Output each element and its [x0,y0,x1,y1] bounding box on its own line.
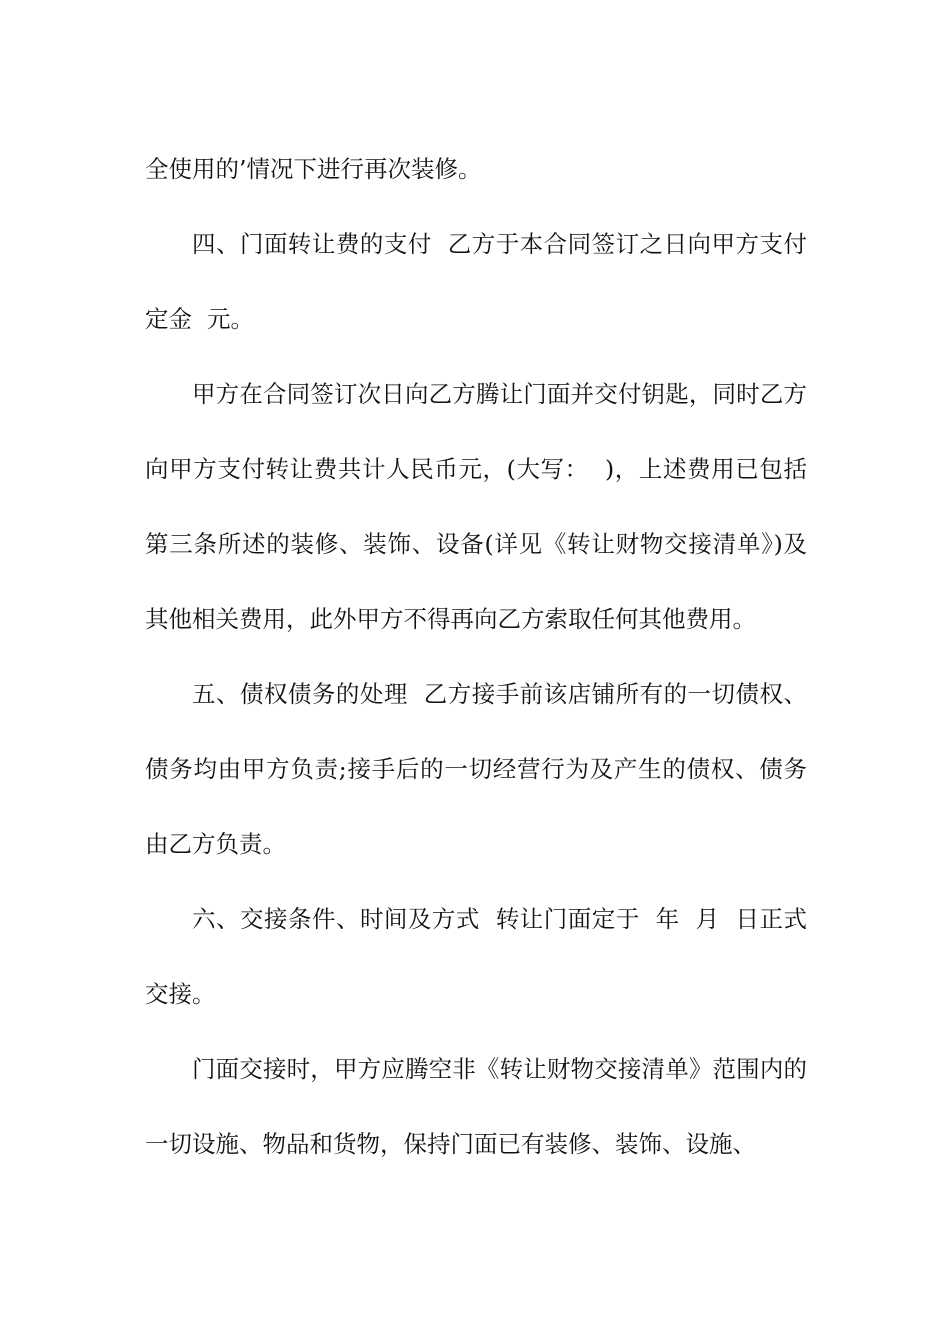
paragraph-section-6-handover: 六、交接条件、时间及方式 转让门面定于 年 月 日正式交接。 [145,905,807,1008]
paragraph-transfer-fee: 甲方在合同签订次日向乙方腾让门面并交付钥匙，同时乙方向甲方支付转让费共计人民币元，(大写： )，上述费用已包括第三条所述的装修、装饰、设备(详见《转让财物交接清单》)及其他相关费用，此外甲方不得再向乙方索取任何其他费用。 [145,380,807,633]
paragraph-handover-conditions: 门面交接时，甲方应腾空非《转让财物交接清单》范围内的一切设施、物品和货物，保持门面已有装修、装饰、设施、 [145,1055,807,1158]
document-page [145,132,807,1182]
paragraph-continuation: 全使用的’情况下进行再次装修。 [145,155,482,183]
paragraph-section-5-debts: 五、债权债务的处理 乙方接手前该店铺所有的一切债权、债务均由甲方负责;接手后的一切经营行为及产生的债权、债务由乙方负责。 [145,680,807,858]
paragraph-section-4-payment: 四、门面转让费的支付 乙方于本合同签订之日向甲方支付定金 元。 [145,230,807,333]
